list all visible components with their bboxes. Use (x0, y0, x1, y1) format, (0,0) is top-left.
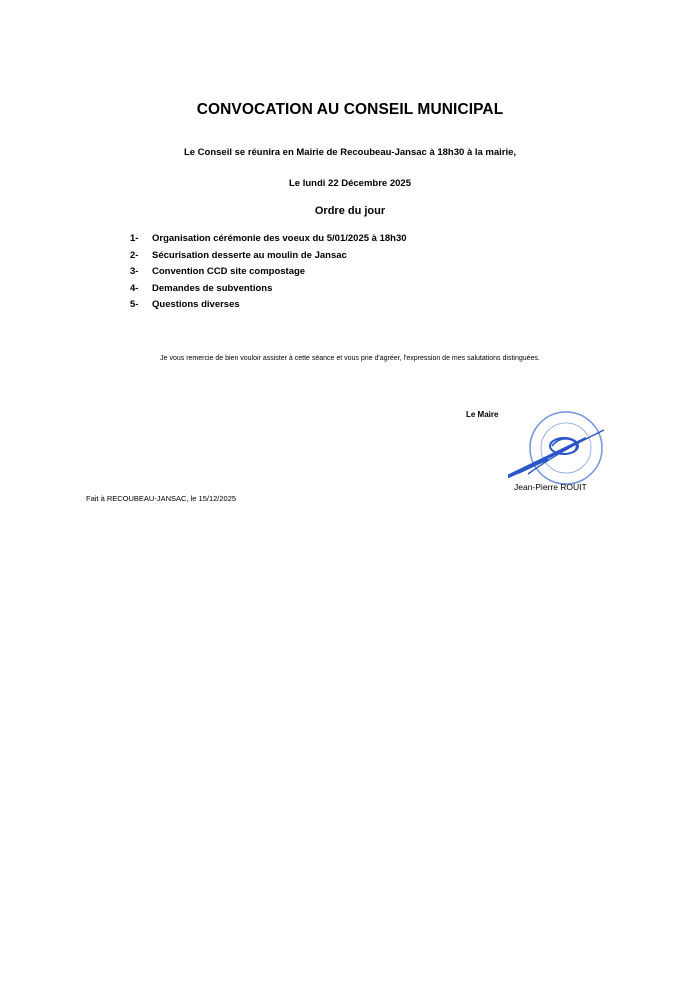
agenda-item (130, 250, 407, 267)
meeting-date-line: Le lundi 22 Décembre 2025 (289, 178, 411, 189)
agenda-item (130, 266, 407, 283)
agenda-item-number: 3- (130, 266, 139, 277)
closing-paragraph: Je vous remercie de bien vouloir assister à cette séance et vous prie d'agréer, l'expression de mes salutations distinguées. (160, 355, 540, 362)
meeting-location-line: Le Conseil se réunira en Mairie de Recoubeau-Jansac à 18h30 à la mairie, (183, 147, 517, 158)
agenda-item-text: Demandes de subventions (152, 282, 273, 294)
agenda-item-text: Questions diverses (152, 299, 240, 310)
document-title: CONVOCATION AU CONSEIL MUNICIPAL (196, 101, 504, 118)
agenda-item-number: 1- (130, 233, 139, 244)
signature-role: Le Maire (466, 410, 499, 419)
agenda-item (130, 283, 407, 300)
agenda-heading: Ordre du jour (314, 205, 386, 217)
agenda-item-text: Organisation cérémonie des voeux du 5/01/2025 à 18h30 (152, 233, 407, 244)
place-and-date-line: Fait à RECOUBEAU-JANSAC, le 15/12/2025 (86, 494, 237, 503)
agenda-item-number: 2- (130, 249, 139, 261)
agenda-item-text: Sécurisation desserte au moulin de Jansac (152, 249, 347, 261)
agenda-item (130, 299, 407, 316)
agenda-item-number: 4- (130, 282, 139, 294)
agenda-item-number: 5- (130, 299, 139, 310)
signature-block (450, 400, 620, 510)
agenda-item-text: Convention CCD site compostage (152, 266, 306, 277)
agenda-item (130, 233, 407, 250)
agenda-list (130, 233, 407, 316)
signatory-name: Jean-Pierre ROUIT (514, 482, 587, 492)
